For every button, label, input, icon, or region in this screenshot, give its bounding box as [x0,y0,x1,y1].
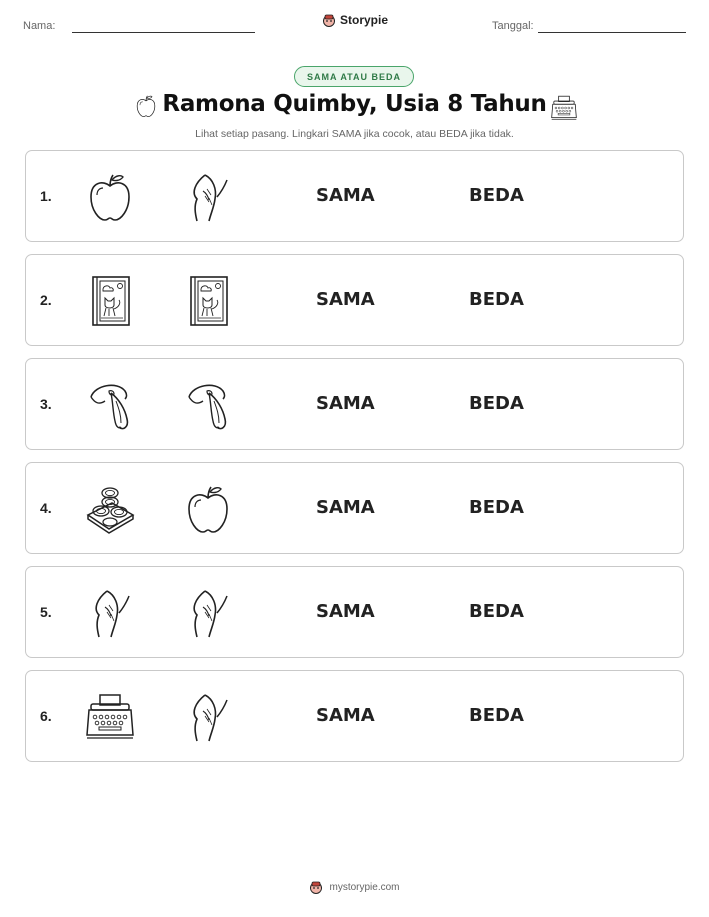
knee-icon [181,585,235,641]
apple-icon [181,481,235,537]
ponytail-icon [83,377,137,433]
footer [0,880,709,894]
footer-url[interactable]: mystorypie.com [329,881,400,893]
typewriter-icon [83,689,137,745]
date-line[interactable] [538,32,686,33]
same-option[interactable]: SAMA [316,185,375,206]
ponytail-icon [181,377,235,433]
question-number: 1. [40,188,52,204]
same-option[interactable]: SAMA [316,393,375,414]
different-option[interactable]: BEDA [469,185,524,206]
different-option[interactable]: BEDA [469,289,524,310]
typewriter-icon [549,93,579,123]
question-number: 5. [40,604,52,620]
knee-icon [181,169,235,225]
picture-book-icon [181,273,235,329]
question-row-5 [25,566,684,658]
same-option[interactable]: SAMA [316,705,375,726]
date-label: Tanggal: [492,20,534,32]
question-row-6 [25,670,684,762]
same-option[interactable]: SAMA [316,601,375,622]
question-number: 6. [40,708,52,724]
question-row-2 [25,254,684,346]
worksheet-type-badge: SAMA ATAU BEDA [294,66,414,87]
different-option[interactable]: BEDA [469,601,524,622]
name-label: Nama: [23,20,56,32]
storypie-mascot-icon [309,880,323,894]
question-number: 4. [40,500,52,516]
same-option[interactable]: SAMA [316,289,375,310]
picture-book-icon [83,273,137,329]
question-number: 2. [40,292,52,308]
knee-icon [83,585,137,641]
question-row-3 [25,358,684,450]
question-row-4 [25,462,684,554]
question-number: 3. [40,396,52,412]
brand-name: Storypie [340,13,389,27]
question-row-1 [25,150,684,242]
apple-icon [83,169,137,225]
same-option[interactable]: SAMA [316,497,375,518]
different-option[interactable]: BEDA [469,705,524,726]
name-line[interactable] [72,32,255,33]
different-option[interactable]: BEDA [469,497,524,518]
brand-logo [322,13,388,27]
coins-icon [83,481,137,537]
page-title: Ramona Quimby, Usia 8 Tahun [162,91,547,117]
storypie-mascot-icon [322,13,336,27]
knee-icon [181,689,235,745]
instructions: Lihat setiap pasang. Lingkari SAMA jika cocok, atau BEDA jika tidak. [195,128,514,140]
different-option[interactable]: BEDA [469,393,524,414]
